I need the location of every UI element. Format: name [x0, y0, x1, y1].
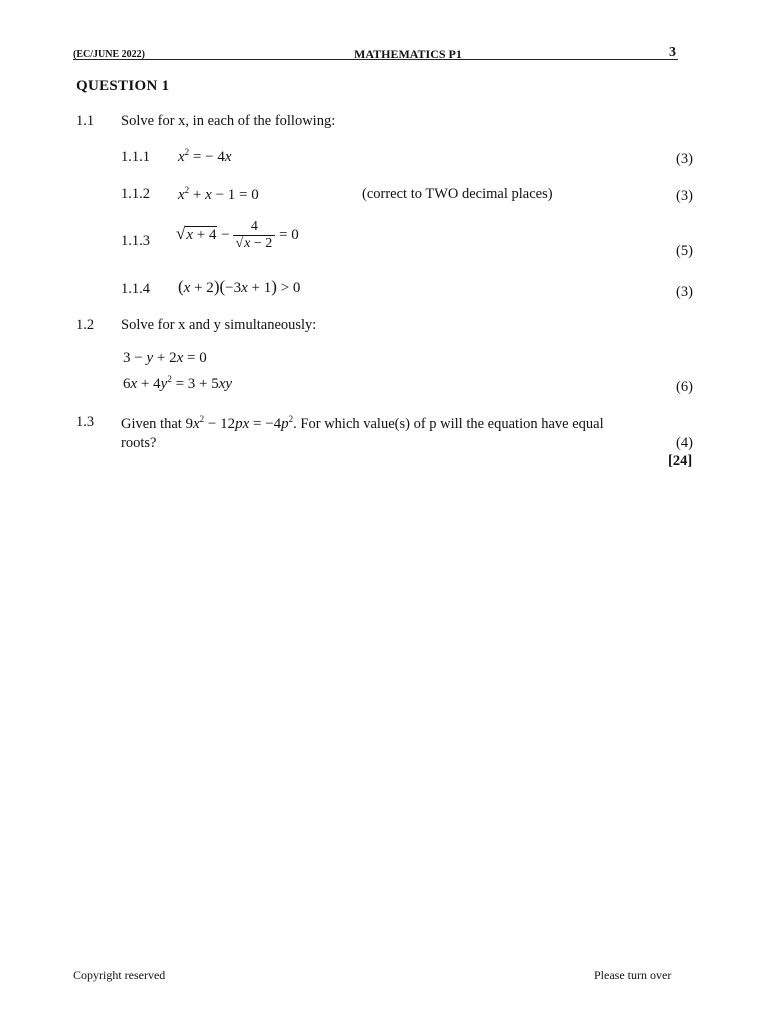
q1-1-2-marks: (3)	[676, 188, 693, 204]
q1-2-marks: (6)	[676, 379, 693, 395]
q1-3-marks: (4)	[676, 435, 693, 451]
q1-3-equation: $9x^2 - 12px = -4p^2$	[185, 414, 294, 432]
q1-1-4-marks: (3)	[676, 284, 693, 300]
q1-1-3-equation: √x + 4 − $\frac{4}{√x - 2}$ = 0	[176, 219, 299, 251]
q1-3-prompt-end: . For which value(s) of p will the equation have equal	[293, 416, 604, 432]
q1-1-4-inequality: (x + 2)(−3x + 1) > 0	[178, 277, 301, 296]
q1-2-equation-1: 3 − y + 2x = 0	[123, 350, 207, 366]
q1-2-equation-2: $6x + 4y^2 = 3 + 5xy$	[123, 374, 233, 392]
question-total: [24]	[668, 453, 693, 469]
q1-3-number: 1.3	[76, 414, 95, 430]
q1-1-3-number: 1.1.3	[121, 233, 150, 249]
q1-3-prompt-line2: roots?	[121, 435, 157, 451]
q1-1-2-number: 1.1.2	[121, 186, 150, 202]
header-exam-session: (EC/JUNE 2022)	[73, 49, 145, 60]
q1-1-1-marks: (3)	[676, 151, 693, 167]
header-page-number: 3	[669, 45, 676, 60]
q1-1-3-marks: (5)	[676, 243, 693, 259]
header-subject: MATHEMATICS P1	[354, 47, 462, 61]
q1-2-number: 1.2	[76, 317, 95, 333]
header-rule	[73, 59, 678, 60]
q1-1-1-number: 1.1.1	[121, 149, 150, 165]
q1-1-number: 1.1	[76, 113, 95, 129]
footer-turn-over: Please turn over	[594, 968, 672, 982]
q1-3-prompt-start: Given that	[121, 416, 182, 432]
q1-1-2-equation: $x^2 + x - 1 = 0$	[178, 185, 259, 203]
q1-3-prompt	[121, 414, 604, 433]
q1-1-1-equation: $x^2$ = − 4x	[178, 147, 232, 165]
q1-1-2-note: (correct to TWO decimal places)	[362, 186, 553, 202]
footer-copyright: Copyright reserved	[73, 968, 166, 982]
q1-1-4-number: 1.1.4	[121, 281, 150, 297]
q1-1-prompt: Solve for x, in each of the following:	[121, 113, 336, 129]
q1-2-prompt: Solve for x and y simultaneously:	[121, 317, 317, 333]
question-title: QUESTION 1	[76, 78, 170, 94]
